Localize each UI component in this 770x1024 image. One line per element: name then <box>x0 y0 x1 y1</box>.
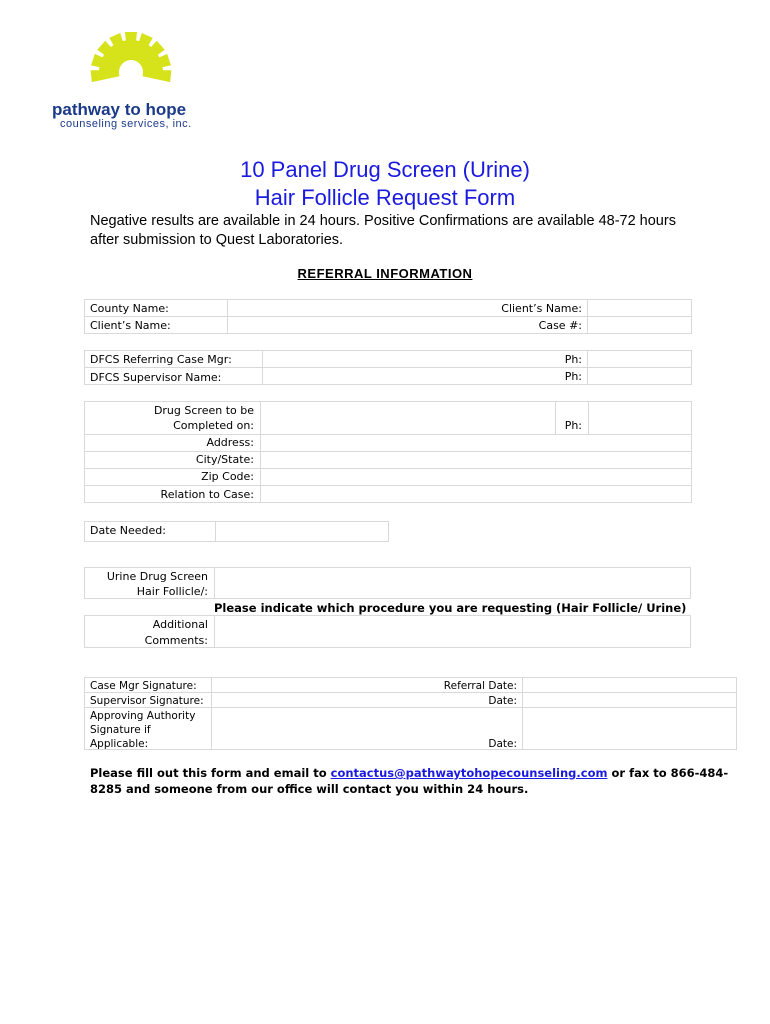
zip-code-field[interactable] <box>261 469 691 484</box>
supervisor-date-field[interactable] <box>523 693 736 706</box>
procedure-note: Please indicate which procedure you are requesting (Hair Follicle/ Urine) <box>214 601 687 615</box>
date-needed-label: Date Needed: <box>90 524 166 537</box>
approving-label-3: Applicable: <box>90 738 149 750</box>
case-mgr-signature-label: Case Mgr Signature: <box>90 680 197 692</box>
completed-on-label-2: Completed on: <box>173 419 254 432</box>
case-mgr-signature-field[interactable] <box>212 678 521 691</box>
dfcs-case-mgr-label: DFCS Referring Case Mgr: <box>90 353 232 366</box>
dfcs-ph1-label: Ph: <box>564 353 582 366</box>
clients-name-right-label: Client’s Name: <box>501 302 582 315</box>
footer-instructions <box>90 765 740 797</box>
comments-label-2: Comments: <box>144 634 208 647</box>
supervisor-signature-field[interactable] <box>212 693 521 706</box>
comments-label-1: Additional <box>152 618 208 631</box>
zip-code-label: Zip Code: <box>201 470 254 483</box>
logo-name: pathway to hope <box>52 100 187 119</box>
intro-text: Negative results are available in 24 hours. Positive Confirmations are available 48-72 hours after submission to Quest Laboratories. <box>90 213 676 248</box>
footer-text-after: or fax to 866-484-8285 and someone from our office will contact you within 24 hours. <box>90 766 729 796</box>
clients-name-field[interactable] <box>228 317 586 333</box>
completed-on-label-1: Drug Screen to be <box>153 404 254 417</box>
case-number-label: Case #: <box>538 319 582 332</box>
clients-name-label: Client’s Name: <box>90 319 171 332</box>
approving-signature-field[interactable] <box>212 708 521 749</box>
footer-text-before: Please fill out this form and email to <box>90 766 331 780</box>
referral-date-label: Referral Date: <box>443 680 517 692</box>
dfcs-ph1-field[interactable] <box>588 351 691 366</box>
approving-label-1: Approving Authority <box>90 710 196 722</box>
referral-date-field[interactable] <box>523 678 736 691</box>
county-name-label: County Name: <box>90 302 169 315</box>
dfcs-ph2-field[interactable] <box>588 368 691 384</box>
relation-label: Relation to Case: <box>160 488 254 501</box>
supervisor-signature-label: Supervisor Signature: <box>90 695 204 707</box>
comments-field[interactable] <box>215 616 690 647</box>
approving-date-field[interactable] <box>523 708 736 749</box>
relation-field[interactable] <box>261 486 691 502</box>
dfcs-ph2-label: Ph: <box>564 370 582 383</box>
address-label: Address: <box>206 436 254 449</box>
dfcs-supervisor-field[interactable] <box>263 368 586 384</box>
procedure-label-1: Urine Drug Screen <box>106 570 208 583</box>
form-title-line2: Hair Follicle Request Form <box>254 185 516 210</box>
approving-label-2: Signature if <box>90 724 151 736</box>
dfcs-supervisor-label: DFCS Supervisor Name: <box>90 371 222 384</box>
completed-on-field[interactable] <box>261 402 554 433</box>
city-state-label: City/State: <box>195 453 254 466</box>
date-needed-field[interactable] <box>216 522 388 541</box>
address-field[interactable] <box>261 435 691 450</box>
case-number-field[interactable] <box>588 317 691 333</box>
dfcs-case-mgr-field[interactable] <box>263 351 586 366</box>
county-name-field[interactable] <box>228 300 586 315</box>
procedure-label-2: Hair Follicle/: <box>136 585 208 598</box>
screen-ph-label: Ph: <box>564 419 582 432</box>
clients-name-right-field[interactable] <box>588 300 691 315</box>
supervisor-date-label: Date: <box>488 695 517 707</box>
section-heading: REFERRAL INFORMATION <box>297 266 473 281</box>
form-title-line1: 10 Panel Drug Screen (Urine) <box>240 157 530 182</box>
sunburst-icon <box>76 28 186 108</box>
company-logo <box>46 28 221 138</box>
logo-tagline: counseling services, inc. <box>60 118 192 130</box>
screen-ph-field[interactable] <box>589 402 691 433</box>
city-state-field[interactable] <box>261 452 691 467</box>
approving-date-label: Date: <box>488 738 517 750</box>
contact-email-link[interactable]: contactus@pathwaytohopecounseling.com <box>330 766 608 780</box>
procedure-field[interactable] <box>215 568 690 598</box>
